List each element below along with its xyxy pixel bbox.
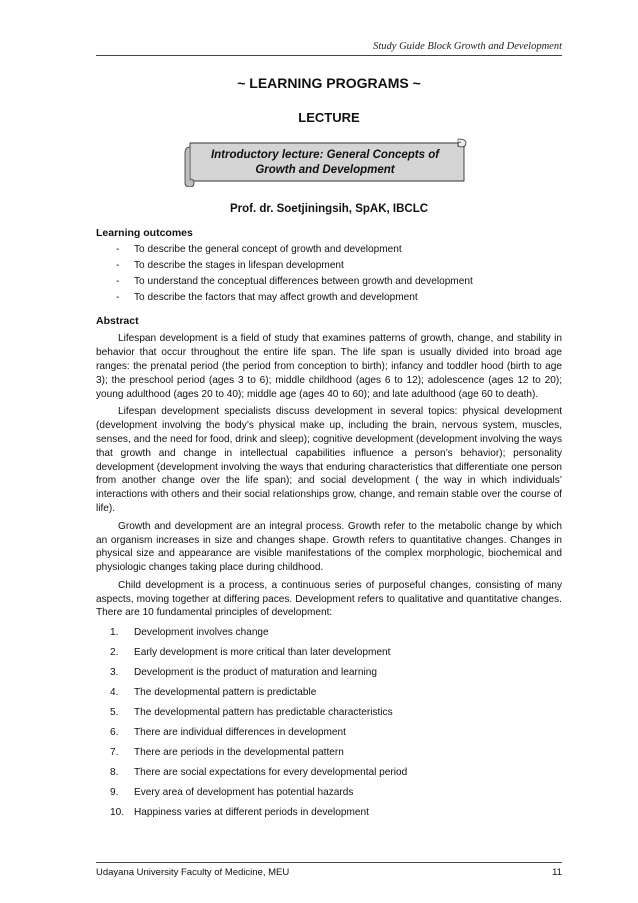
page-title: ~ LEARNING PROGRAMS ~: [237, 75, 421, 91]
principle-text: Happiness varies at different periods in development: [134, 807, 369, 819]
list-item: [96, 666, 562, 680]
list-item: [96, 766, 562, 780]
abstract-paragraph-2: Lifespan development specialists discuss development in several topics: physical development (development involving the body’s physical make up, including the brain, nervous system, muscles, senses, and the need for food, drink and sleep); cognitive development (development involving the ways that growth and change in intellectual capabilities influence a person’s behavior); personality development (development involving the ways that enduring characteristics that differentiate one person from another change over the life span); and social development ( the way in which individuals’ interactions with others and their social relationships grow, change, and remain stable over the course of life).: [96, 406, 562, 514]
outcome-text: To describe the stages in lifespan development: [134, 259, 344, 271]
item-number: 9.: [110, 787, 119, 799]
item-number: 5.: [110, 707, 119, 719]
bullet-dash: -: [116, 275, 120, 287]
list-item: [96, 786, 562, 800]
item-number: 1.: [110, 627, 119, 639]
page-subtitle: LECTURE: [298, 110, 360, 125]
page-number: 11: [552, 867, 562, 878]
banner-line-1: Introductory lecture: General Concepts of: [210, 149, 440, 161]
list-item: [96, 746, 562, 760]
list-item: [96, 646, 562, 660]
learning-outcomes-heading: Learning outcomes: [96, 227, 193, 239]
main-content: [96, 227, 562, 826]
item-number: 8.: [110, 767, 119, 779]
list-item: [96, 291, 562, 305]
item-number: 10.: [110, 807, 125, 819]
principle-text: Development is the product of maturation and learning: [134, 667, 377, 679]
author-name: Prof. dr. Soetjiningsih, SpAK, IBCLC: [229, 203, 429, 215]
list-item: [96, 259, 562, 273]
principles-list: [96, 626, 562, 820]
header-rule: [96, 55, 562, 56]
learning-outcomes-list: [96, 243, 562, 305]
footer-institution: Udayana University Faculty of Medicine, MEU: [96, 867, 290, 878]
abstract-paragraph-3: Growth and development are an integral process. Growth refer to the metabolic change by which an organism increases in size and changes shape. Growth refers to quantitative changes. Changes in physical size and appearance are visible manifestations of the complex morphologic, biochemical and physiologic changes taking place during childhood.: [96, 520, 562, 574]
item-number: 2.: [110, 647, 119, 659]
principle-text: Early development is more critical than later development: [134, 647, 391, 659]
item-number: 6.: [110, 727, 119, 739]
list-item: [96, 275, 562, 289]
item-number: 3.: [110, 667, 119, 679]
item-number: 4.: [110, 687, 119, 699]
abstract-paragraph-1: Lifespan development is a field of study that examines patterns of growth, change, and stability in behavior that occur throughout the entire life span. The life span is usually divided into broad age ranges: the prenatal period (the period from conception to birth); infancy and toddler hood (birth to age 3); the preschool period (ages 3 to 6); middle childhood (ages 6 to 12); adolescence (ages 12 to 20); young adulthood (ages 20 to 40); middle age (ages 40 to 60); and late adulthood (age 60 to death).: [96, 333, 562, 400]
list-item: [96, 806, 562, 820]
principle-text: The developmental pattern is predictable: [134, 687, 317, 699]
bullet-dash: -: [116, 291, 120, 303]
abstract-heading: Abstract: [96, 314, 139, 327]
bullet-dash: -: [116, 259, 120, 271]
principle-text: There are periods in the developmental pattern: [134, 747, 344, 759]
principle-text: The developmental pattern has predictable characteristics: [134, 707, 393, 719]
item-number: 7.: [110, 747, 119, 759]
principle-text: There are social expectations for every developmental period: [134, 767, 408, 779]
principle-text: Development involves change: [134, 627, 269, 639]
list-item: [96, 686, 562, 700]
banner-text: [196, 148, 454, 178]
outcome-text: To understand the conceptual differences between growth and development: [134, 275, 473, 287]
principle-text: There are individual differences in development: [134, 727, 346, 739]
banner-line-2: Growth and Development: [255, 164, 395, 176]
list-item: [96, 726, 562, 740]
outcome-text: To describe the general concept of growth and development: [134, 243, 402, 255]
footer-rule: [96, 862, 562, 863]
abstract-paragraph-4: Child development is a process, a continuous series of purposeful changes, consisting of many aspects, moving together at differing paces. Development refers to qualitative and quantitative changes. There are 10 fundamental principles of development:: [96, 579, 562, 619]
list-item: [96, 626, 562, 640]
list-item: [96, 243, 562, 257]
lecture-banner: [182, 137, 472, 187]
bullet-dash: -: [116, 243, 120, 255]
list-item: [96, 706, 562, 720]
outcome-text: To describe the factors that may affect growth and development: [134, 291, 418, 303]
running-header: Study Guide Block Growth and Development: [373, 41, 562, 52]
principle-text: Every area of development has potential hazards: [134, 787, 354, 799]
